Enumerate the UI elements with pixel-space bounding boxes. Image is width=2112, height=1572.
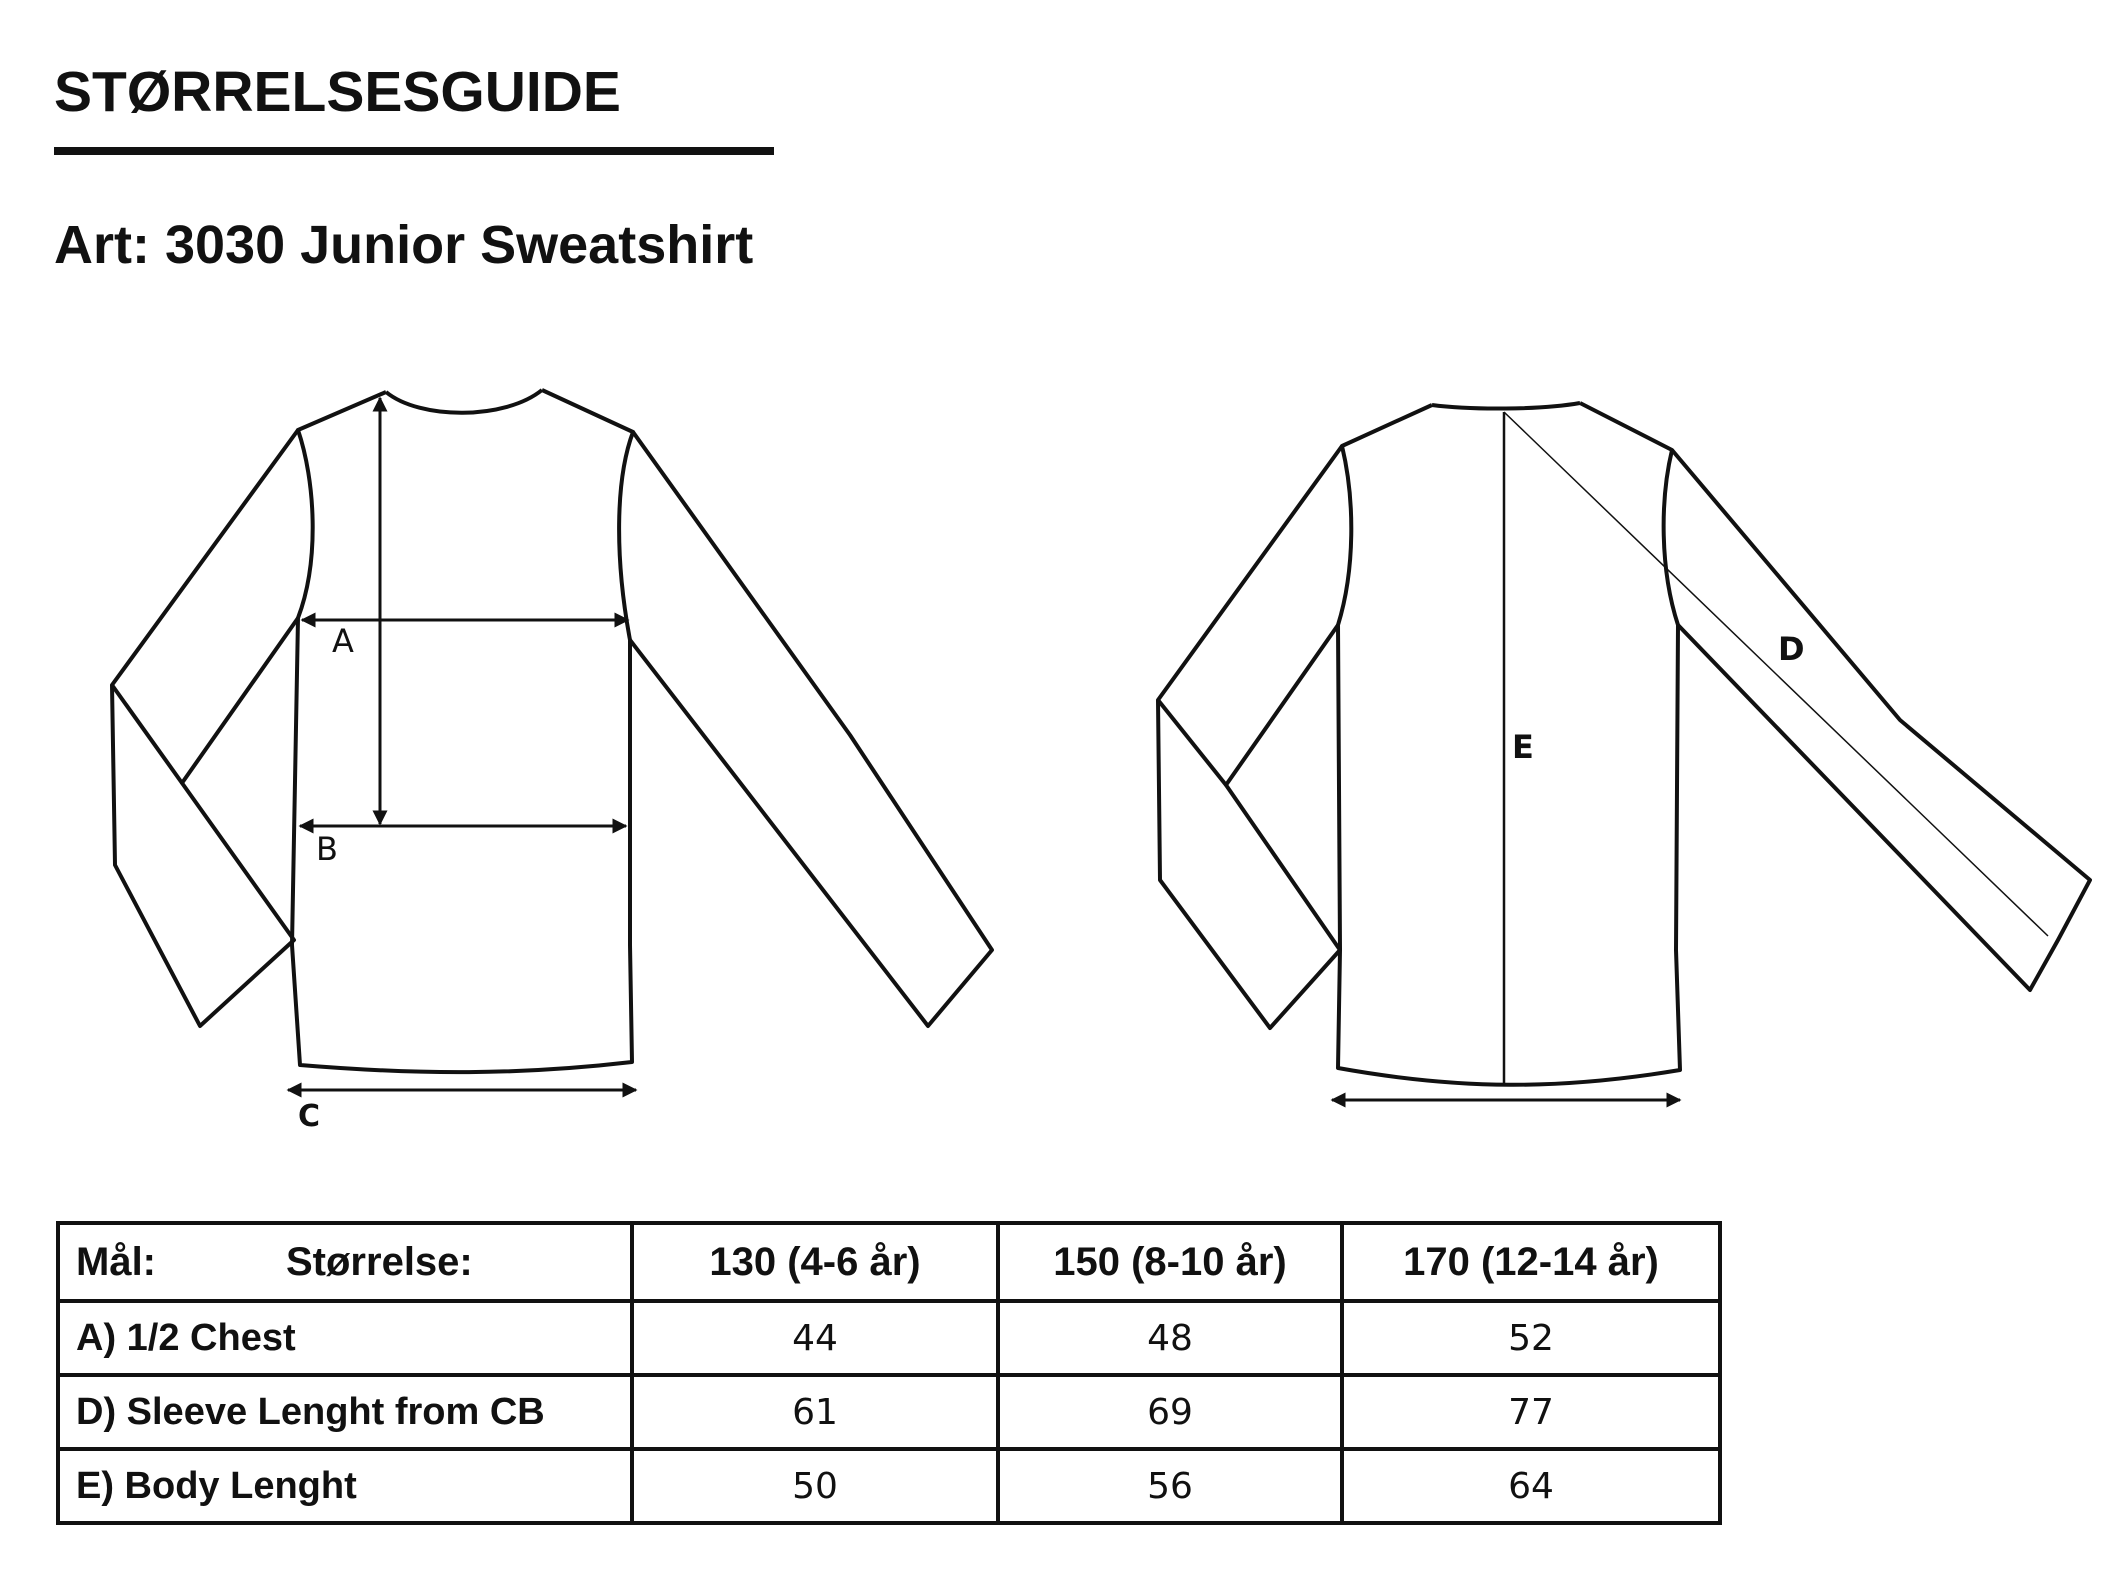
size-table bbox=[56, 1221, 1722, 1525]
header-measure-cell bbox=[58, 1223, 632, 1301]
front-body-outline bbox=[292, 390, 633, 1072]
header-size-130: 130 (4-6 år) bbox=[632, 1223, 998, 1301]
label-a: A bbox=[332, 622, 354, 660]
header-size-label: Størrelse: bbox=[286, 1239, 473, 1284]
cell-value: 64 bbox=[1342, 1449, 1720, 1523]
article-subtitle: Art: 3030 Junior Sweatshirt bbox=[54, 215, 754, 275]
label-c: C bbox=[298, 1099, 321, 1134]
front-right-sleeve bbox=[630, 432, 992, 1026]
cell-value: 77 bbox=[1342, 1375, 1720, 1449]
measure-d-line bbox=[1504, 412, 2048, 936]
cell-value: 50 bbox=[632, 1449, 998, 1523]
front-left-sleeve bbox=[112, 430, 298, 1026]
table-header-row bbox=[58, 1223, 1720, 1301]
front-neckline bbox=[386, 390, 542, 413]
table-row bbox=[58, 1375, 1720, 1449]
cell-value: 61 bbox=[632, 1375, 998, 1449]
row-label-chest: A) 1/2 Chest bbox=[58, 1301, 632, 1375]
front-measurements bbox=[288, 398, 636, 1090]
back-sweatshirt-drawing bbox=[1158, 403, 2090, 1085]
front-sweatshirt-drawing bbox=[112, 390, 992, 1072]
page-title: STØRRELSESGUIDE bbox=[54, 60, 621, 124]
label-e: E bbox=[1512, 728, 1534, 766]
back-body-outline bbox=[1338, 403, 1680, 1085]
header-measure-label: Mål: bbox=[76, 1239, 156, 1284]
row-label-sleeve: D) Sleeve Lenght from CB bbox=[58, 1375, 632, 1449]
back-right-sleeve bbox=[1672, 450, 2090, 990]
table-row bbox=[58, 1301, 1720, 1375]
cell-value: 56 bbox=[998, 1449, 1342, 1523]
label-d: D bbox=[1778, 630, 1805, 668]
header-size-170: 170 (12-14 år) bbox=[1342, 1223, 1720, 1301]
cell-value: 44 bbox=[632, 1301, 998, 1375]
back-left-cuff-line bbox=[1158, 700, 1226, 785]
label-b: B bbox=[316, 830, 338, 868]
row-label-body-length: E) Body Lenght bbox=[58, 1449, 632, 1523]
cell-value: 52 bbox=[1342, 1301, 1720, 1375]
header-size-150: 150 (8-10 år) bbox=[998, 1223, 1342, 1301]
cell-value: 48 bbox=[998, 1301, 1342, 1375]
cell-value: 69 bbox=[998, 1375, 1342, 1449]
front-left-cuff-line bbox=[112, 685, 182, 783]
table-row bbox=[58, 1449, 1720, 1523]
back-neckline bbox=[1432, 403, 1580, 409]
